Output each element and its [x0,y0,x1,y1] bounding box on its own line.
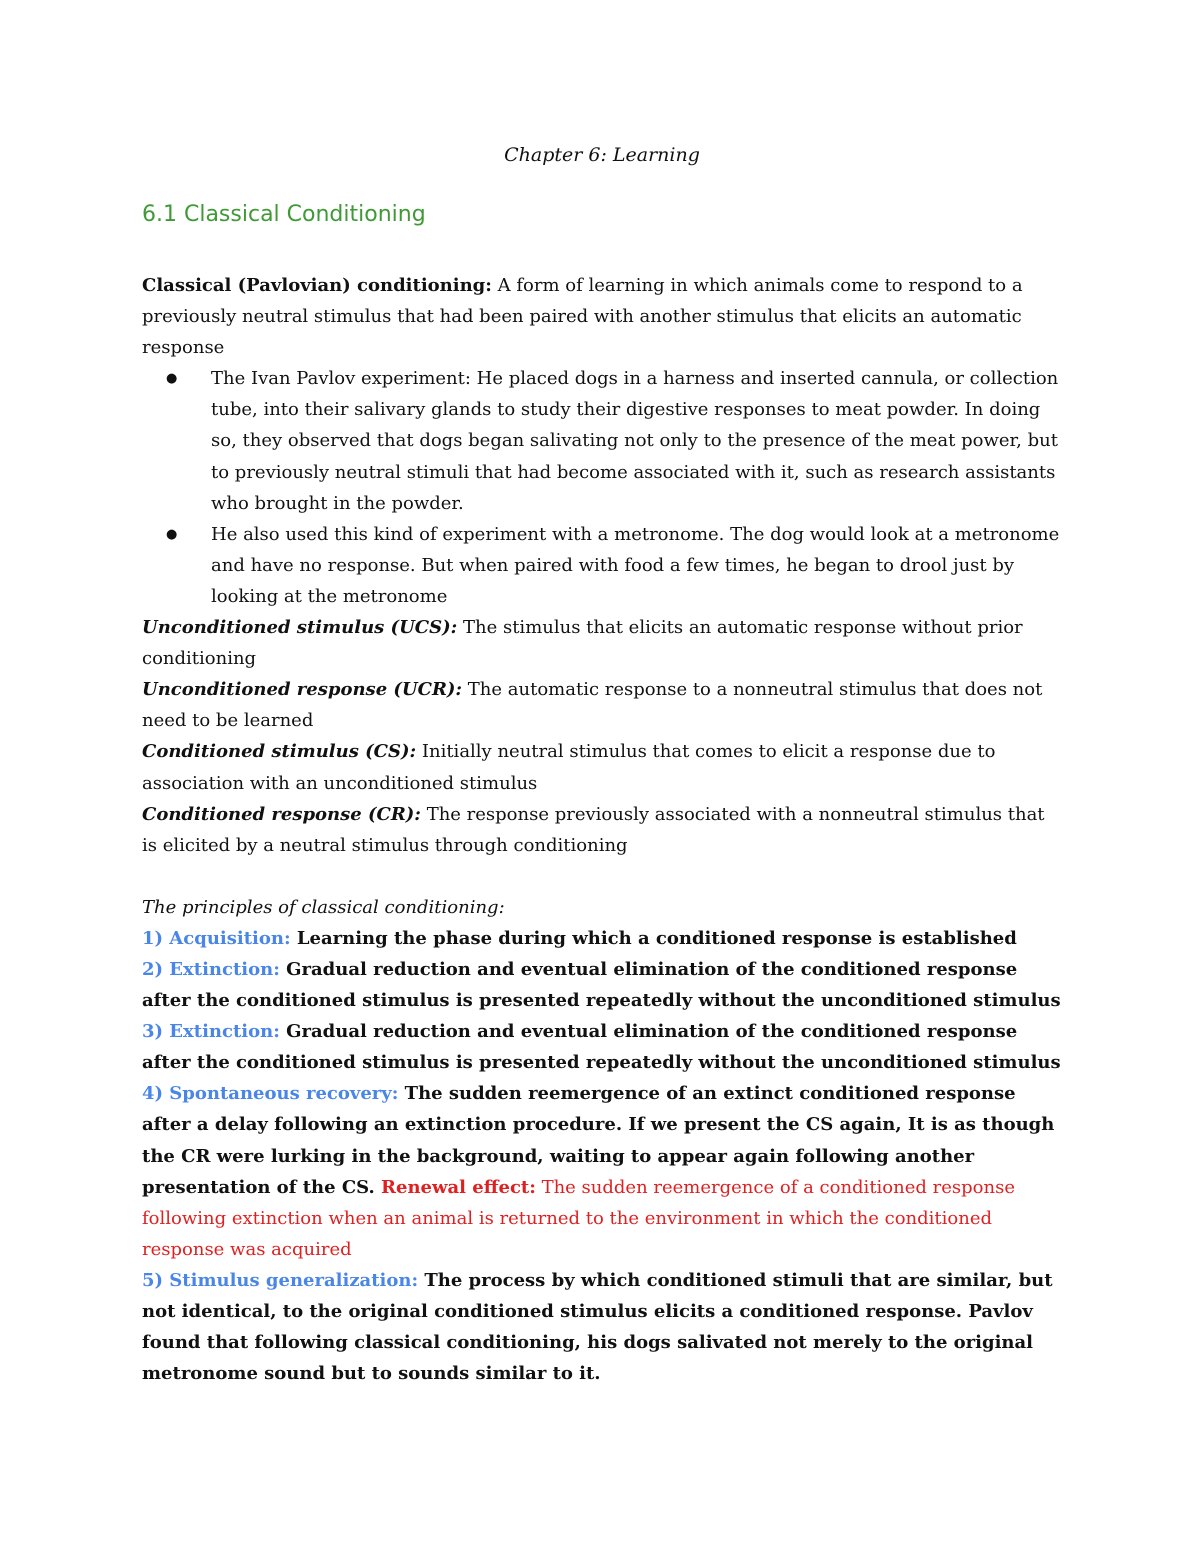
term-label: Unconditioned response (UCR): [142,679,463,701]
term-text: The automatic response to a nonneutral stimulus that does not need to be learned [142,679,1043,732]
principle-label: 4) Spontaneous recovery: [142,1083,399,1105]
chapter-title: Chapter 6: Learning [504,144,700,166]
bullet-list [142,363,1062,612]
principle-label: 5) Stimulus generalization: [142,1269,419,1291]
term-definition [142,736,1062,798]
renewal-effect-label: Renewal effect: [381,1176,536,1198]
principles-title: The principles of classical conditioning: [142,896,505,918]
term-definition [142,612,1062,674]
term-label: Conditioned response (CR): [142,803,421,825]
term-definition [142,674,1062,736]
renewal-effect-text: The sudden reemergence of a conditioned response following extinction when an animal is returned to the environment in which the conditioned response was acquired [142,1176,1015,1260]
bullet-dot-icon: ● [166,371,178,387]
principle-item [142,1016,1062,1078]
term-text: The response previously associated with a nonneutral stimulus that is elicited by a neutral stimulus through conditioning [142,803,1045,856]
principle-text: Learning the phase during which a conditioned response is established [290,927,1017,949]
definition-term: Classical (Pavlovian) conditioning: [142,275,492,296]
term-label: Conditioned stimulus (CS): [142,741,417,763]
principle-label: 3) Extinction: [142,1021,280,1043]
principle-item [142,954,1062,1016]
principle-item [142,1265,1062,1389]
bullet-item [166,519,1062,612]
term-text: The stimulus that elicits an automatic response without prior conditioning [142,617,1023,670]
bullet-text: The Ivan Pavlov experiment: He placed dogs in a harness and inserted cannula, or collection tube, into their salivary glands to study their digestive responses to meat powder. In doing so, they observed that dogs began salivating not only to the presence of the meat power, but to previously neutral stimuli that had become associated with it, such as research assistants who brought in the powder. [211,368,1059,514]
definition-text: A form of learning in which animals come to respond to a previously neutral stimulus that had been paired with another stimulus that elicits an automatic response [142,275,1023,359]
principle-item [142,923,1062,954]
document-page [142,140,1062,1389]
term-label: Unconditioned stimulus (UCS): [142,617,458,639]
bullet-item [166,363,1062,518]
bullet-text: He also used this kind of experiment with a metronome. The dog would look at a metronome and have no response. But when paired with food a few times, he began to drool just by looking at the metronome [211,523,1060,607]
principle-text: Gradual reduction and eventual elimination of the conditioned response after the conditioned stimulus is presented repeatedly without the unconditioned stimulus [142,958,1061,1012]
principle-text: Gradual reduction and eventual elimination of the conditioned response after the conditioned stimulus is presented repeatedly without the unconditioned stimulus [142,1021,1061,1074]
bullet-dot-icon: ● [166,526,178,542]
principle-text: The process by which conditioned stimuli that are similar, but not identical, to the original conditioned stimulus elicits a conditioned response. Pavlov found that following classical conditioning, his dogs salivated not merely to the original metronome sound but to sounds similar to it. [142,1269,1053,1385]
term-definition [142,799,1062,861]
section-heading: 6.1 Classical Conditioning [142,202,426,227]
principle-label: 2) Extinction: [142,958,280,980]
principle-label: 1) Acquisition: [142,927,291,949]
term-text: Initially neutral stimulus that comes to elicit a response due to association with an unconditioned stimulus [142,741,996,794]
definition-paragraph [142,270,1062,363]
principle-item [142,1078,1062,1265]
spacer [142,861,1062,892]
principle-text: The sudden reemergence of an extinct conditioned response after a delay following an extinction procedure. If we present the CS again, It is as though the CR were lurking in the background, waiting to appear again following another presentation of the CS. [142,1083,1055,1198]
